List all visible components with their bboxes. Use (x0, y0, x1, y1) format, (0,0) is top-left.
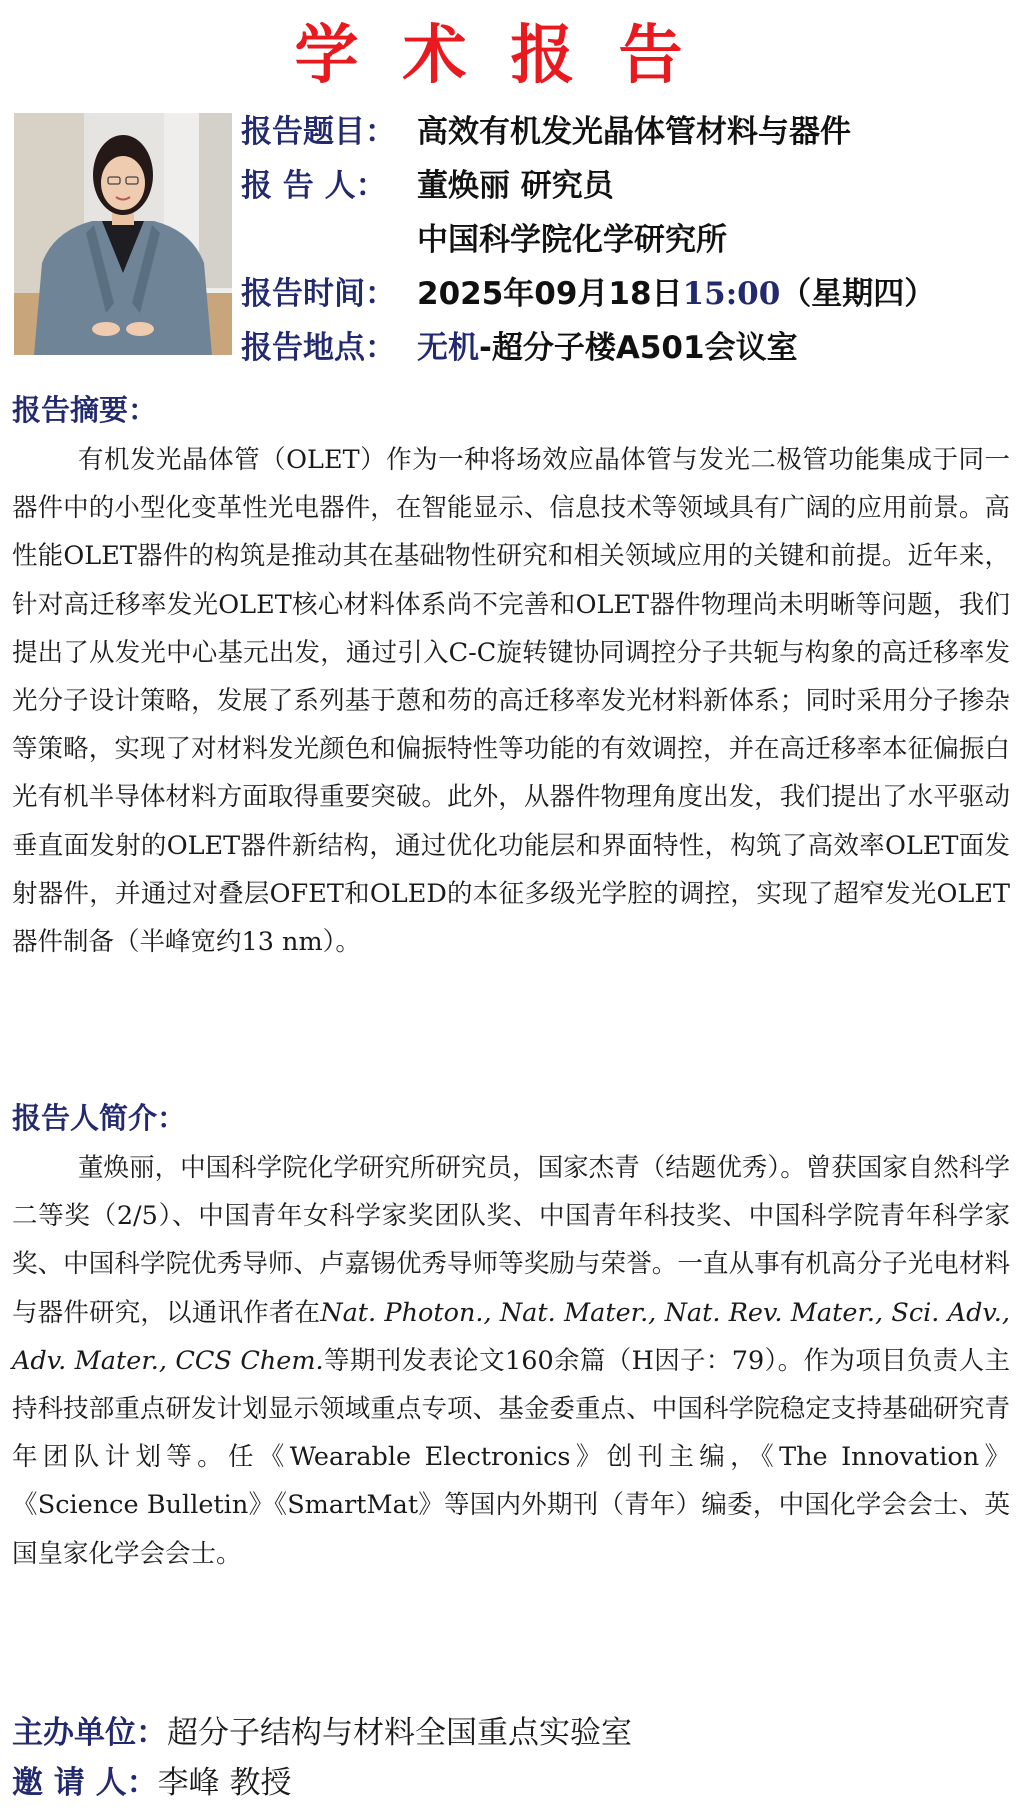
speaker-value: 董焕丽 研究员 (417, 168, 614, 204)
topic-value: 高效有机发光晶体管材料与器件 (417, 114, 851, 150)
place-value-a: 无机 (417, 330, 479, 366)
inviter-row (12, 1759, 291, 1807)
topic-row (241, 110, 851, 154)
abstract-heading: 报告摘要： (12, 393, 158, 427)
place-row (241, 326, 798, 370)
host-row (12, 1709, 632, 1757)
topic-label: 报告题目： (241, 114, 396, 150)
inviter-value: 李峰 教授 (157, 1765, 292, 1801)
host-value: 超分子结构与材料全国重点实验室 (167, 1715, 632, 1751)
time-label: 报告时间： (241, 276, 396, 312)
weekday-value: （星期四） (780, 276, 936, 312)
speaker-photo (14, 113, 232, 355)
bio-part2: 等期刊发表论文160余篇（H因子：79）。作为项目负责人主持科技部重点研发计划显示领域重点专项、基金委重点、中国科学院稳定支持基础研究青年团队计划等。任《Wearable Electronics》创刊主编，《The Innovation》《Science Bulletin》《SmartMat》等国内外期刊（青年）编委，中国化学会会士、英国皇家化学会会士。 (12, 1345, 1010, 1569)
bio-journals: Nat. Photon., Nat. Mater., Nat. Rev. Mater., Sci. Adv., Adv. Mater., CCS Chem. (12, 1297, 1010, 1376)
speaker-portrait-icon (14, 113, 232, 355)
inviter-label: 邀 请 人： (12, 1765, 158, 1801)
affiliation-value: 中国科学院化学研究所 (417, 222, 727, 258)
speaker-row (241, 164, 614, 208)
place-label: 报告地点： (241, 330, 396, 366)
affiliation-row (241, 218, 727, 262)
place-value-b: -超分子楼A501会议室 (479, 330, 798, 366)
speaker-label: 报 告 人： (241, 168, 387, 204)
bio-text (12, 1144, 1010, 1578)
time-value: 15:00 (682, 276, 781, 312)
host-label: 主办单位： (12, 1715, 167, 1751)
date-value: 2025年09月18日 (417, 276, 683, 312)
bio-part1: 董焕丽，中国科学院化学研究所研究员，国家杰青（结题优秀）。曾获国家自然科学二等奖（2/5）、中国青年女科学家奖团队奖、中国青年科技奖、中国科学院青年科学家奖、中国科学院优秀导师、卢嘉锡优秀导师等奖励与荣誉。一直从事有机高分子光电材料与器件研究，以通讯作者在 (12, 1153, 1010, 1328)
page-title: 学术报告 (294, 19, 727, 93)
time-row (241, 272, 935, 316)
abstract-text: 有机发光晶体管（OLET）作为一种将场效应晶体管与发光二极管功能集成于同一器件中的小型化变革性光电器件，在智能显示、信息技术等领域具有广阔的应用前景。高性能OLET器件的构筑是推动其在基础物性研究和相关领域应用的关键和前提。近年来，针对高迁移率发光OLET核心材料体系尚不完善和OLET器件物理尚未明晰等问题，我们提出了从发光中心基元出发，通过引入C-C旋转键协同调控分子共轭与构象的高迁移率发光分子设计策略，发展了系列基于蒽和芴的高迁移率发光材料新体系；同时采用分子掺杂等策略，实现了对材料发光颜色和偏振特性等功能的有效调控，并在高迁移率本征偏振白光有机半导体材料方面取得重要突破。此外，从器件物理角度出发，我们提出了水平驱动垂直面发射的OLET器件新结构，通过优化功能层和界面特性，构筑了高效率OLET面发射器件，并通过对叠层OFET和OLED的本征多级光学腔的调控，实现了超窄发光OLET器件制备（半峰宽约13 nm）。 (12, 445, 1010, 958)
bio-heading: 报告人简介： (12, 1101, 187, 1135)
